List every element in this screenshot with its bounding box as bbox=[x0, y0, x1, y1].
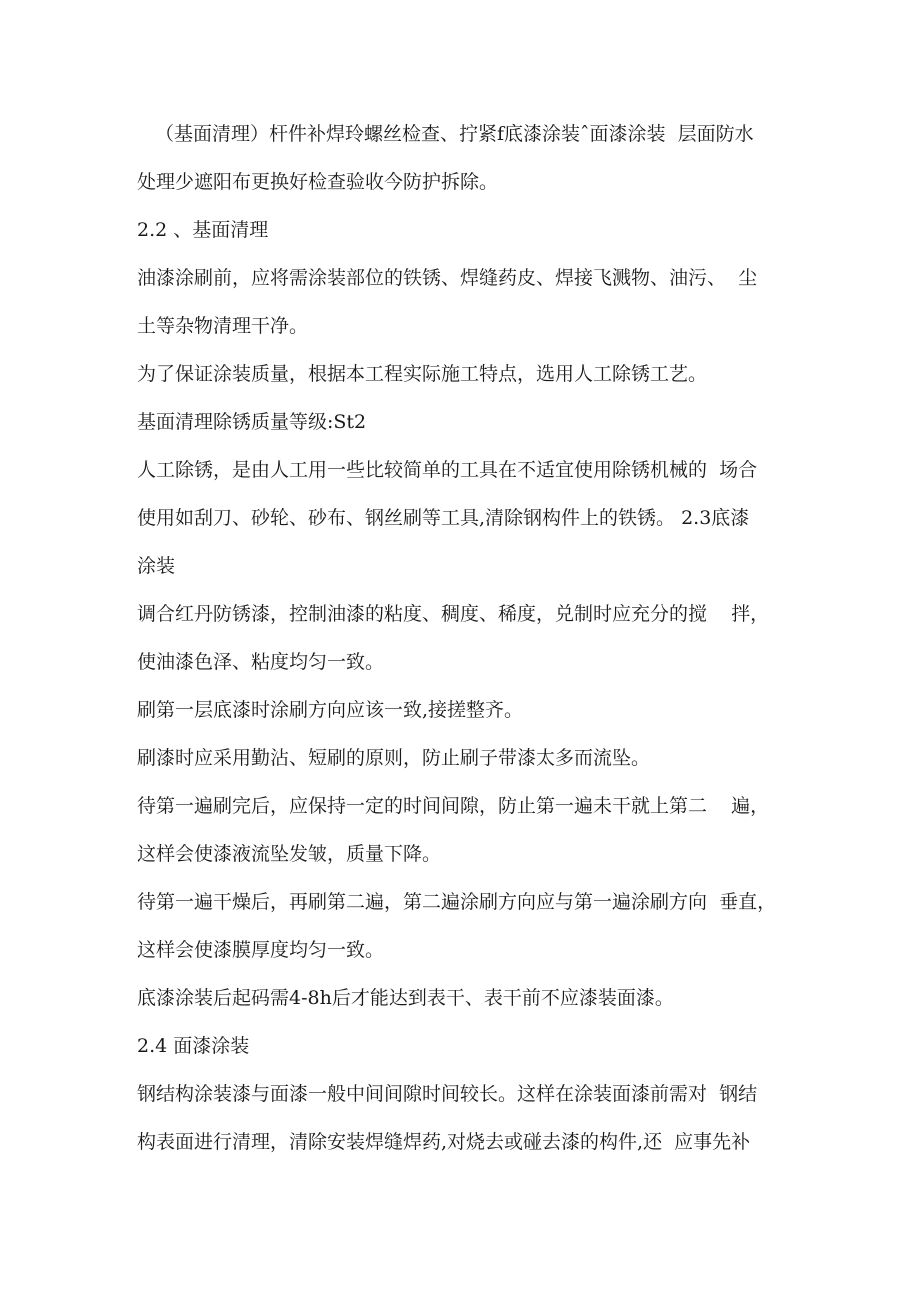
text-line: 油漆涂刷前，应将需涂装部位的铁锈、焊缝药皮、焊接飞溅物、油污、 尘 bbox=[137, 267, 758, 289]
text-line: 使用如刮刀、砂轮、砂布、钢丝刷等工具,清除钢构件上的铁锈。 2.3底漆 bbox=[137, 507, 750, 529]
text-line: 调合红丹防锈漆，控制油漆的粘度、稠度、稀度，兑制时应充分的搅 拌， bbox=[137, 603, 770, 625]
text-line: 这样会使漆液流坠发皱，质量下降。 bbox=[137, 843, 442, 865]
text-line: 处理少遮阳布更换好检查验收今防护拆除。 bbox=[137, 171, 499, 193]
text-line: 刷第一层底漆时涂刷方向应该一致,接搓整齐。 bbox=[137, 699, 524, 721]
text-line: 钢结构涂装漆与面漆一般中间间隙时间较长。这样在涂装面漆前需对 钢结 bbox=[137, 1083, 758, 1105]
text-line: 基面清理除锈质量等级:St2 bbox=[137, 411, 367, 433]
section-heading: 2.4 面漆涂装 bbox=[137, 1035, 250, 1057]
text-line: 待第一遍刷完后，应保持一定的时间间隙，防止第一遍未干就上第二 遍， bbox=[137, 795, 770, 817]
section-heading: 2.2 、基面清理 bbox=[137, 219, 269, 241]
text-line: 底漆涂装后起码需4-8h后才能达到表干、表干前不应漆装面漆。 bbox=[137, 987, 674, 1009]
text-line: 为了保证涂装质量，根据本工程实际施工特点，选用人工除锈工艺。 bbox=[137, 363, 708, 385]
text-line: 人工除锈，是由人工用一些比较简单的工具在不适宜使用除锈机械的 场合 bbox=[137, 459, 758, 481]
text-line: 使油漆色泽、粘度均匀一致。 bbox=[137, 651, 385, 673]
text-line: 这样会使漆膜厚度均匀一致。 bbox=[137, 939, 385, 961]
text-line: 构表面进行清理，清除安装焊缝焊药,对烧去或碰去漆的构件,还 应事先补 bbox=[137, 1131, 751, 1153]
text-line: 土等杂物清理干净。 bbox=[137, 315, 309, 337]
text-line: 刷漆时应采用勤沾、短刷的原则，防止刷子带漆太多而流坠。 bbox=[137, 747, 651, 769]
text-line: 待第一遍干燥后，再刷第二遍，第二遍涂刷方向应与第一遍涂刷方向 垂直， bbox=[137, 891, 777, 913]
text-line: （基面清理）杆件补焊玲螺丝检查、拧紧f底漆涂装ˆ面漆涂装 层面防水 bbox=[155, 123, 754, 145]
text-line: 涂装 bbox=[137, 555, 176, 577]
